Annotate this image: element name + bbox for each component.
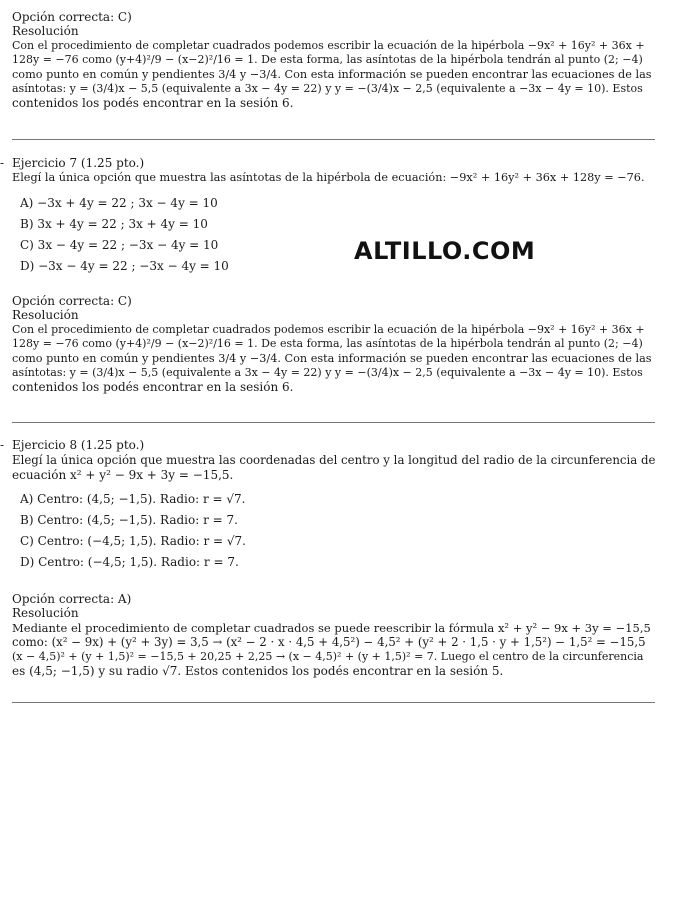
watermark-logo: ALTILLO.COM xyxy=(354,237,536,265)
option-a: A) −3x + 4y = 22 ; 3x − 4y = 10 xyxy=(20,195,218,210)
resolution-line: como punto en común y pendientes 3/4 y −3/4. Con esta información se pueden encontrar las ecuaciones de las xyxy=(12,351,652,365)
divider xyxy=(12,139,655,140)
exercise-prompt: Elegí la única opción que muestra las coordenadas del centro y la longitud del radio de la circunferencia de xyxy=(12,453,656,468)
resolution-line: contenidos los podés encontrar en la sesión 6. xyxy=(12,380,294,395)
resolution-block-8 xyxy=(12,592,655,678)
exercise-dash: - xyxy=(0,438,5,452)
correct-option: Opción correcta: A) xyxy=(12,592,132,606)
divider xyxy=(12,702,655,703)
resolution-line: 128y = −76 como (y+4)²/9 − (x−2)²/16 = 1. De esta forma, las asíntotas de la hipérbola tendrán al punto (2; −4) xyxy=(12,53,643,67)
option-d: D) Centro: (−4,5; 1,5). Radio: r = 7. xyxy=(20,555,239,570)
resolution-heading: Resolución xyxy=(12,24,79,39)
exercise-title: Ejercicio 8 (1.25 pto.) xyxy=(12,438,145,452)
resolution-line: Con el procedimiento de completar cuadrados podemos escribir la ecuación de la hipérbola −9x² + 16y² + 36x + xyxy=(12,38,645,52)
exercise-8 xyxy=(12,438,655,576)
option-d: D) −3x − 4y = 22 ; −3x − 4y = 10 xyxy=(20,258,229,273)
exercise-7 xyxy=(12,156,655,280)
divider xyxy=(12,422,655,423)
resolution-line: asíntotas: y = (3/4)x − 5,5 (equivalente a 3x − 4y = 22) y y = −(3/4)x − 2,5 (equivalente a −3x − 4y = 10). Estos xyxy=(12,366,643,380)
option-a: A) Centro: (4,5; −1,5). Radio: r = √7. xyxy=(20,492,246,507)
resolution-line: Con el procedimiento de completar cuadrados podemos escribir la ecuación de la hipérbola −9x² + 16y² + 36x + xyxy=(12,322,645,336)
option-c: C) 3x − 4y = 22 ; −3x − 4y = 10 xyxy=(20,237,219,252)
exercise-dash: - xyxy=(0,156,5,170)
resolution-line: asíntotas: y = (3/4)x − 5,5 (equivalente a 3x − 4y = 22) y y = −(3/4)x − 2,5 (equivalente a −3x − 4y = 10). Estos xyxy=(12,82,643,96)
option-b: B) 3x + 4y = 22 ; 3x + 4y = 10 xyxy=(20,216,208,231)
options-list xyxy=(20,492,655,576)
resolution-line: 128y = −76 como (y+4)²/9 − (x−2)²/16 = 1. De esta forma, las asíntotas de la hipérbola tendrán al punto (2; −4) xyxy=(12,337,643,351)
resolution-line: como punto en común y pendientes 3/4 y −3/4. Con esta información se pueden encontrar las ecuaciones de las xyxy=(12,67,652,81)
exercise-prompt: ecuación x² + y² − 9x + 3y = −15,5. xyxy=(12,467,234,482)
resolution-heading: Resolución xyxy=(12,606,79,621)
option-c: C) Centro: (−4,5; 1,5). Radio: r = √7. xyxy=(20,534,246,549)
resolution-line: (x − 4,5)² + (y + 1,5)² = −15,5 + 20,25 + 2,25 → (x − 4,5)² + (y + 1,5)² = 7. Luego el centro de la circunferencia xyxy=(12,649,644,663)
resolution-line: Mediante el procedimiento de completar cuadrados se puede reescribir la fórmula x² + y² − 9x + 3y = −15,5 xyxy=(12,620,651,635)
resolution-line: como: (x² − 9x) + (y² + 3y) = 3,5 → (x² − 2 · x · 4,5 + 4,5²) − 4,5² + (y² + 2 · 1,5 · y + 1,5²) − 1,5² = −15,5 xyxy=(12,635,646,650)
resolution-block-7 xyxy=(12,294,655,395)
correct-option: Opción correcta: C) xyxy=(12,10,132,24)
resolution-line: contenidos los podés encontrar en la sesión 6. xyxy=(12,96,294,111)
correct-option: Opción correcta: C) xyxy=(12,294,132,308)
exercise-prompt: Elegí la única opción que muestra las asíntotas de la hipérbola de ecuación: −9x² + 16y² + 36x + 128y = −76. xyxy=(12,171,645,185)
resolution-block-6 xyxy=(12,10,655,111)
resolution-heading: Resolución xyxy=(12,308,79,323)
option-b: B) Centro: (4,5; −1,5). Radio: r = 7. xyxy=(20,513,238,528)
options-list xyxy=(20,196,655,280)
resolution-line: es (4,5; −1,5) y su radio √7. Estos contenidos los podés encontrar en la sesión 5. xyxy=(12,664,504,679)
exercise-title: Ejercicio 7 (1.25 pto.) xyxy=(12,156,145,170)
